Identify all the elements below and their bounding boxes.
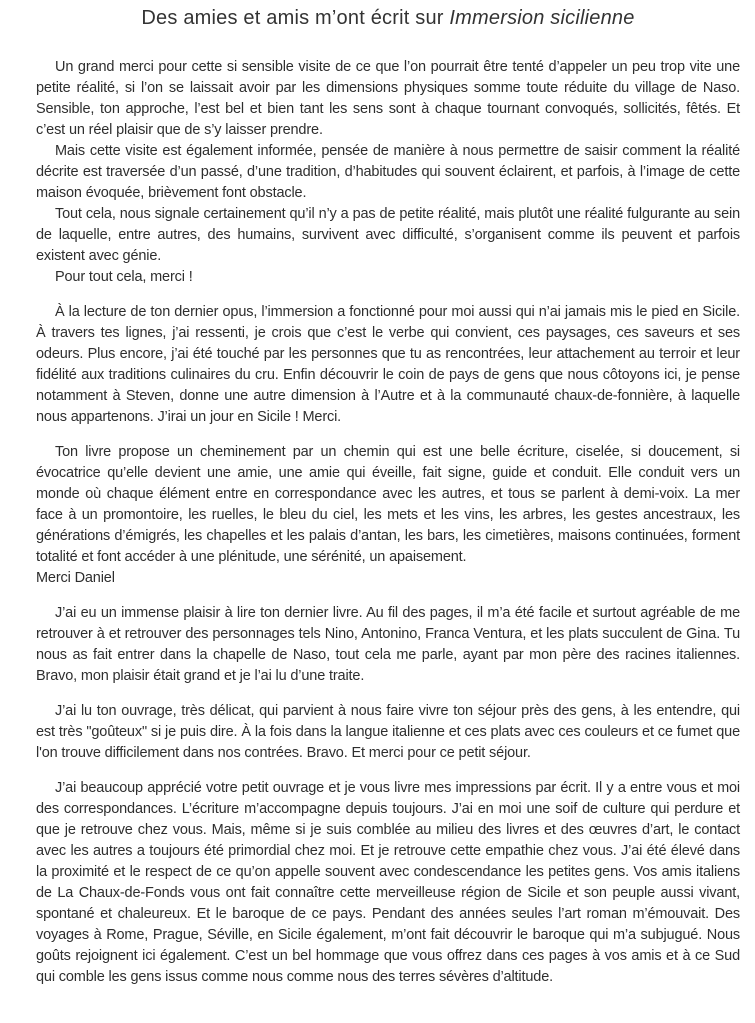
testimonial-paragraph-3: Tout cela, nous signale certainement qu’il n’y a pas de petite réalité, mais plutôt une réalité fulgurante au sein de laquelle, entre autres, des humains, survivent avec difficulté, s’organisent comme ils peuvent et parfois existent avec génie. (36, 206, 740, 264)
testimonial-signature-merci-daniel: Merci Daniel (36, 570, 115, 586)
page-title-text: Des amies et amis m’ont écrit sur (141, 7, 450, 29)
testimonial-paragraph-7: J’ai eu un immense plaisir à lire ton dernier livre. Au fil des pages, il m’a été facile et surtout agréable de me retrouver à et retrouver des personnages tels Nino, Antonino, Franca Ventura, et les plats succulent de Gina. Tu nous as fait entrer dans la chapelle de Naso, tout cela me parle, ayant par mon père des racines italiennes. Bravo, mon plaisir était grand et je l’ai lu d’une traite. (36, 605, 740, 684)
testimonial-paragraph-5: À la lecture de ton dernier opus, l’immersion a fonctionné pour moi aussi qui n’ai jamais mis le pied en Sicile. À travers tes lignes, j’ai ressenti, je crois que c’est le verbe qui convient, ces paysages, ces saveurs et ses odeurs. Plus encore, j’ai été touché par les personnes que tu as rencontrées, leur attachement au terroir et leur fidélité aux traditions culinaires du cru. Enfin découvrir le coin de pays de gens que nous côtoyons ici, je pense notamment à Steven, donne une autre dimension à l’Autre et à la communauté chaux-de-fonnière, à laquelle nous appartenons. J’irai un jour en Sicile ! Merci. (36, 304, 740, 425)
testimonial-paragraph-2: Mais cette visite est également informée, pensée de manière à nous permettre de saisir comment la réalité décrite est traversée d’un passé, d’une tradition, d’habitudes qui souvent éclairent, et parfois, à l’image de cette maison évoquée, brièvement font obstacle. (36, 143, 740, 201)
testimonial-paragraph-4-merci: Pour tout cela, merci ! (55, 269, 193, 285)
book-title-italic: Immersion sicilienne (449, 7, 635, 29)
testimonial-paragraph-6: Ton livre propose un cheminement par un chemin qui est une belle écriture, ciselée, si doucement, si évocatrice qu’elle devient une amie, une amie qui éveille, fait signe, guide et conduit. Elle conduit vers un monde où chaque élément entre en correspondance avec les autres, et tous se parlent à demi-voix. La mer face à un promontoire, les ruelles, le bleu du ciel, les mets et les vins, les arbres, les gestes ancestraux, les générations d’émigrés, les chapelles et les palais d’antan, les bars, les cimetières, maisons continuées, forment totalité et font accéder à une plénitude, une sérénité, un apaisement. (36, 444, 740, 565)
testimonial-paragraph-9: J’ai beaucoup apprécié votre petit ouvrage et je vous livre mes impressions par écrit. Il y a entre vous et moi des correspondances. L’écriture m’accompagne depuis toujours. J’ai en moi une soif de culture qui perdure et que je retrouve chez vous. Mais, même si je suis comblée au milieu des livres et des œuvres d’art, le contact avec les autres a toujours été primordial chez moi. Et je retrouve cette empathie chez vous. J’ai été élevé dans la proximité et le respect de ce qu’on appelle souvent avec condescendance les petites gens. Vos amis italiens de La Chaux-de-Fonds vous ont fait connaître cette merveilleuse région de Sicile et son peuple aussi vivant, spontané et chaleureux. Et le baroque de ce pays. Pendant des années seules l’art roman m’émouvait. Des voyages à Rome, Prague, Séville, en Sicile également, m’ont fait découvrir le baroque qui m’a subjugué. Nous goûts rejoignent ici également. C’est un bel hommage que vous offrez dans ces pages à vos amis et à ce Sud qui comble les gens issus comme nous comme nous des terres sévères d’altitude. (36, 780, 740, 985)
testimonial-paragraph-8: J’ai lu ton ouvrage, très délicat, qui parvient à nous faire vivre ton séjour près des gens, à les entendre, qui est très "goûteux" si je puis dire. À la fois dans la langue italienne et ces plats avec ces couleurs et ce fumet que l'on trouve difficilement dans nos contrées. Bravo. Et merci pour ce petit séjour. (36, 703, 740, 761)
testimonials-text-block (36, 57, 740, 988)
page-title (36, 6, 740, 30)
testimonial-paragraph-1: Un grand merci pour cette si sensible visite de ce que l’on pourrait être tenté d’appeler un peu trop vite une petite réalité, si l’on se laissait avoir par les dimensions physiques somme toute réduite du village de Naso. Sensible, ton approche, l’est bel et bien tant les sens sont à chaque tournant convoqués, sollicités, fêtés. Et c’est un réel plaisir que de s’y laisser prendre. (36, 59, 740, 138)
